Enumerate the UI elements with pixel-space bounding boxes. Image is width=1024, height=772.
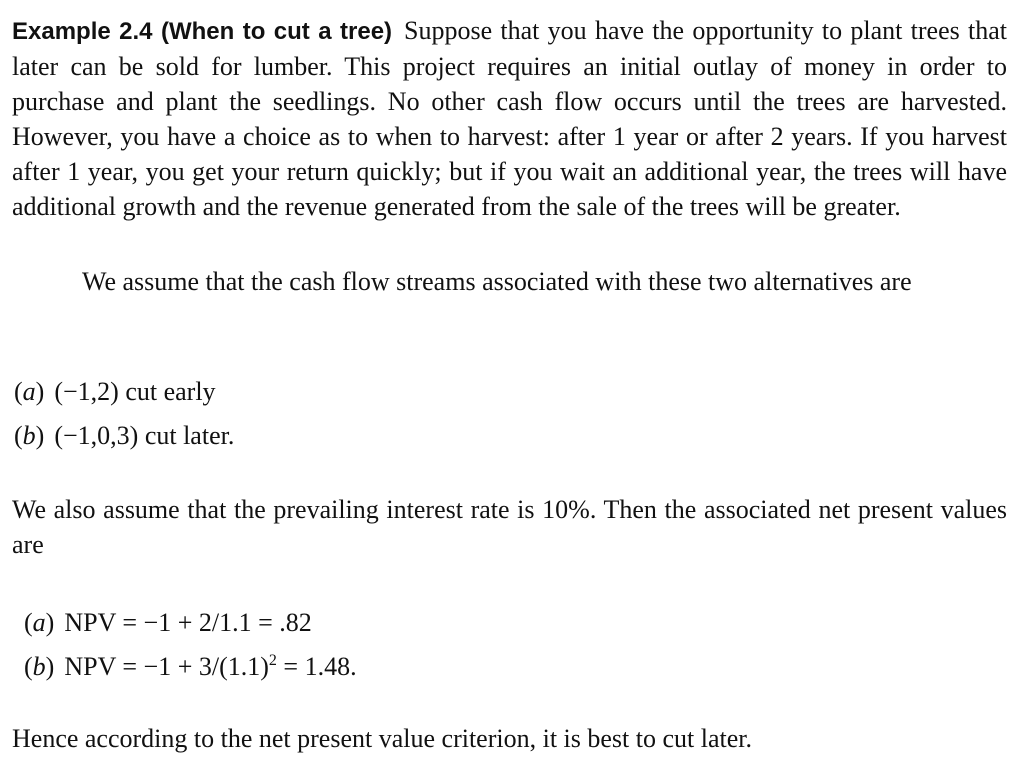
npv-expression: NPV = −1 + 2/1.1 = .82	[64, 608, 312, 637]
intro-text: Suppose that you have the opportunity to plant trees that later can be sold for lumber. This project requires an initial outlay of money in order to purchase and plant the seedlings. No other cash flow occurs until the trees are harvested. However, you have a choice as to when to harvest: after 1 year or after 2 years. If you harvest after 1 year, you get your return quickly; but if you wait an additional year, the trees will have additional growth and the revenue generated from the sale of the trees will be greater.	[12, 16, 1007, 221]
interest-rate-paragraph: We also assume that the prevailing interest rate is 10%. Then the associated net present values are	[12, 495, 1007, 559]
intro-paragraph	[12, 13, 1007, 224]
example-heading: Example 2.4 (When to cut a tree)	[12, 18, 393, 45]
npv-expression: NPV = $-1 + 3/(1.1)^2 = 1.48$.	[64, 652, 357, 681]
list-item	[14, 414, 234, 458]
conclusion-paragraph: Hence according to the net present value criterion, it is best to cut later.	[12, 724, 753, 753]
npv-list	[24, 601, 357, 689]
list-marker: (a)	[24, 608, 55, 637]
list-item	[24, 601, 357, 645]
list-item	[14, 370, 234, 414]
list-marker: (b)	[24, 652, 55, 681]
list-item	[24, 645, 357, 689]
exponent: 2	[268, 652, 277, 669]
alternative-expression: (−1,0,3) cut later.	[54, 421, 235, 450]
list-marker: (a)	[14, 377, 45, 406]
cash-flow-alternatives-list	[14, 370, 234, 458]
list-marker: (b)	[14, 421, 45, 450]
assumption-paragraph: We assume that the cash flow streams associated with these two alternatives are	[82, 267, 912, 296]
alternative-expression: (−1,2) cut early	[54, 377, 216, 406]
